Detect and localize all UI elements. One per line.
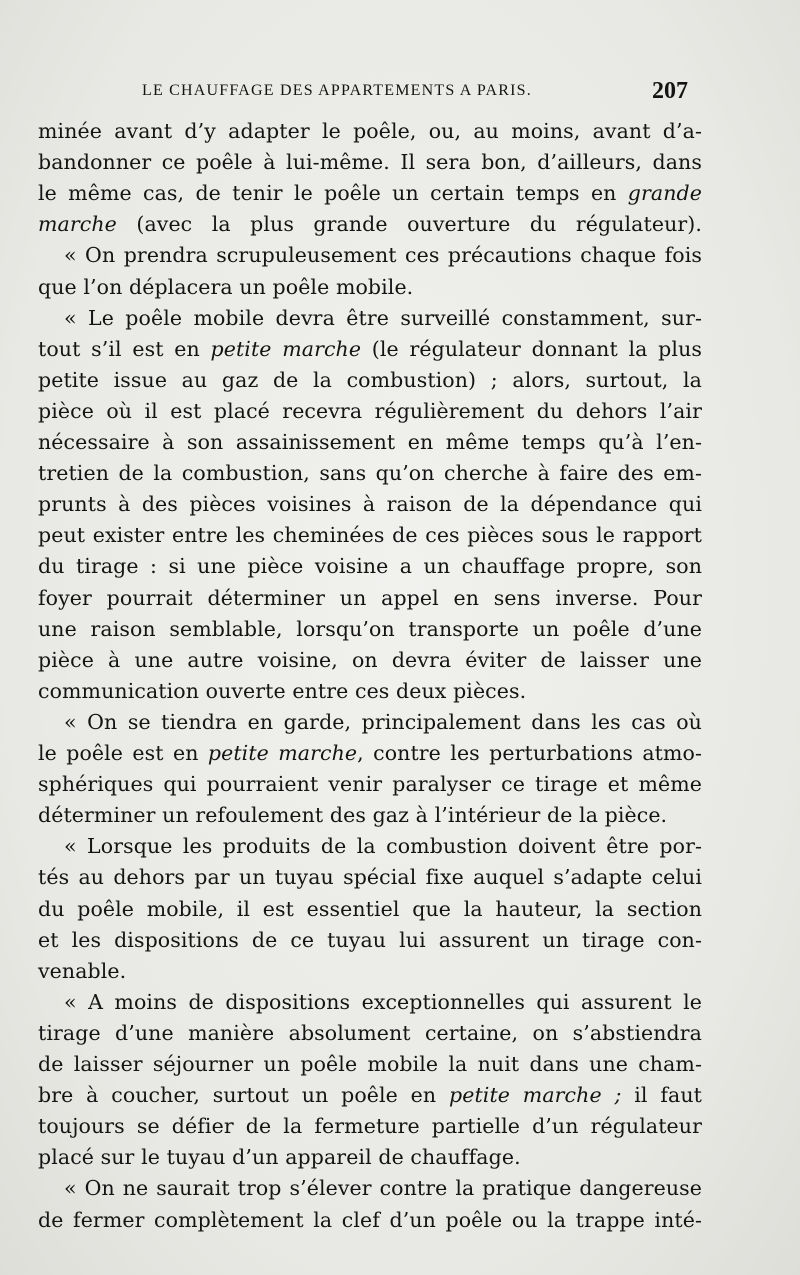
text-line bbox=[38, 1080, 702, 1111]
text-line bbox=[38, 1111, 702, 1142]
text-line bbox=[38, 520, 702, 551]
text-line bbox=[64, 240, 702, 271]
text-line bbox=[38, 800, 667, 831]
text-line bbox=[38, 396, 702, 427]
text-run: « On prendra scrupuleusement ces précautions chaque fois bbox=[64, 243, 702, 268]
italic-text: marche bbox=[38, 212, 117, 237]
text-run: , contre les perturbations atmo- bbox=[357, 741, 702, 765]
text-line bbox=[38, 676, 526, 707]
text-line bbox=[38, 738, 702, 769]
text-line bbox=[38, 365, 702, 396]
text-run: « Le poêle mobile devra être surveillé constamment, sur- bbox=[64, 305, 702, 330]
page-header bbox=[0, 78, 800, 108]
text-line bbox=[38, 427, 702, 458]
text-line bbox=[38, 925, 702, 956]
text-run: du poêle mobile, il est essentiel que la hauteur, la section bbox=[38, 896, 702, 921]
page-number: 207 bbox=[652, 78, 688, 104]
text-line bbox=[38, 583, 702, 614]
text-line bbox=[64, 707, 702, 738]
text-run: petite issue au gaz de la combustion) ; alors, surtout, la bbox=[38, 367, 702, 392]
text-run: une raison semblable, lorsqu’on transporte un poêle d’une bbox=[38, 616, 702, 641]
text-run: sphériques qui pourraient venir paralyser ce tirage et même bbox=[38, 772, 702, 797]
text-line bbox=[38, 894, 702, 925]
italic-text: petite marche ; bbox=[449, 1083, 622, 1108]
text-run: tirage d’une manière absolument certaine, on s’abstiendra bbox=[38, 1020, 702, 1045]
text-line bbox=[38, 272, 413, 303]
text-run: du tirage : si une pièce voisine a un chauffage propre, son bbox=[38, 554, 702, 579]
text-run: (avec la plus grande ouverture du régulateur). bbox=[116, 212, 702, 237]
text-line bbox=[38, 1142, 521, 1173]
text-line bbox=[64, 987, 702, 1018]
text-run: tout s’il est en bbox=[38, 336, 211, 361]
text-line bbox=[38, 1205, 702, 1236]
text-line bbox=[38, 178, 702, 209]
text-run: « Lorsque les produits de la combustion doivent être por- bbox=[64, 834, 702, 859]
running-title: LE CHAUFFAGE DES APPARTEMENTS A PARIS. bbox=[142, 82, 532, 99]
text-run: « A moins de dispositions exceptionnelles qui assurent le bbox=[64, 989, 702, 1014]
text-run: foyer pourrait déterminer un appel en sens inverse. Pour bbox=[38, 585, 702, 610]
italic-text: grande bbox=[627, 181, 702, 206]
text-run: venable. bbox=[38, 958, 127, 983]
text-line bbox=[38, 862, 702, 893]
text-run: pièce où il est placé recevra régulièrement du dehors l’air bbox=[38, 398, 702, 423]
text-run: prunts à des pièces voisines à raison de la dépendance qui bbox=[38, 492, 702, 517]
text-run: minée avant d’y adapter le poêle, ou, au moins, avant d’a- bbox=[38, 119, 702, 143]
text-run: le même cas, de tenir le poêle un certain temps en bbox=[38, 181, 628, 206]
text-run: et les dispositions de ce tuyau lui assurent un tirage con- bbox=[38, 927, 702, 952]
text-run: « On se tiendra en garde, principalement dans les cas où bbox=[64, 709, 702, 734]
text-line bbox=[64, 831, 702, 862]
text-line bbox=[38, 1049, 702, 1080]
text-run: de laisser séjourner un poêle mobile la nuit dans une cham- bbox=[38, 1052, 702, 1076]
text-run: de fermer complètement la clef d’un poêle ou la trappe inté- bbox=[38, 1207, 702, 1232]
text-line bbox=[38, 334, 702, 365]
text-line bbox=[64, 1173, 702, 1204]
text-line bbox=[38, 1018, 702, 1049]
text-line bbox=[38, 769, 702, 800]
italic-text: petite marche bbox=[207, 741, 358, 765]
text-run: que l’on déplacera un poêle mobile. bbox=[38, 274, 414, 299]
text-run: toujours se défier de la fermeture partielle d’un régulateur bbox=[38, 1114, 702, 1139]
text-line bbox=[38, 614, 702, 645]
text-run: peut exister entre les cheminées de ces pièces sous le rapport bbox=[38, 523, 702, 548]
text-run: déterminer un refoulement des gaz à l’intérieur de la pièce. bbox=[38, 803, 668, 828]
italic-text: petite marche bbox=[210, 336, 362, 361]
text-line bbox=[38, 147, 702, 178]
text-run: il faut bbox=[621, 1083, 702, 1108]
text-line bbox=[38, 458, 702, 489]
text-run: nécessaire à son assainissement en même temps qu’à l’en- bbox=[38, 430, 702, 454]
text-line bbox=[38, 551, 702, 582]
text-run: communication ouverte entre ces deux pièces. bbox=[38, 678, 527, 703]
text-line bbox=[38, 489, 702, 520]
text-run: tretien de la combustion, sans qu’on cherche à faire des em- bbox=[38, 461, 702, 486]
text-run: bandonner ce poêle à lui-même. Il sera bon, d’ailleurs, dans bbox=[38, 150, 702, 175]
text-line bbox=[38, 209, 702, 240]
text-line bbox=[64, 303, 702, 334]
text-run: « On ne saurait trop s’élever contre la pratique dangereuse bbox=[64, 1176, 702, 1201]
text-line bbox=[38, 116, 702, 147]
text-run: tés au dehors par un tuyau spécial fixe auquel s’adapte celui bbox=[38, 865, 702, 890]
text-run: placé sur le tuyau d’un appareil de chauffage. bbox=[38, 1145, 521, 1170]
text-run: le poêle est en bbox=[38, 741, 208, 765]
text-run: bre à coucher, surtout un poêle en bbox=[38, 1083, 449, 1108]
text-line bbox=[38, 956, 126, 987]
text-run: pièce à une autre voisine, on devra éviter de laisser une bbox=[38, 647, 702, 672]
text-run: (le régulateur donnant la plus bbox=[361, 336, 702, 361]
text-line bbox=[38, 645, 702, 676]
